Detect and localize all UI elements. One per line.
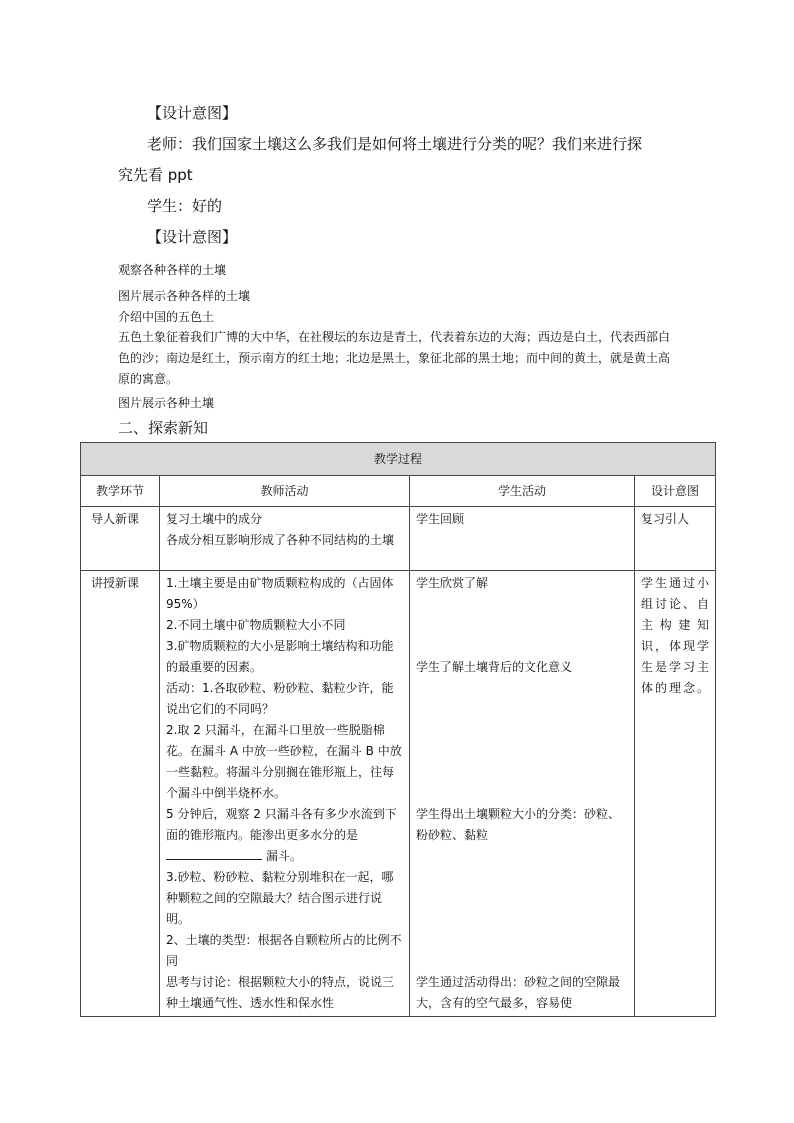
- row1-student: 学生回顾: [410, 507, 635, 571]
- row1-intent: 复习引人: [635, 507, 716, 571]
- teacher-step-text: 漏斗。: [265, 849, 302, 863]
- teacher-step: 思考与讨论：根据颗粒大小的特点，说说三种土壤通气性、透水性和保水性: [166, 975, 395, 1010]
- header-design-intent: 设计意图: [635, 476, 716, 507]
- fill-blank: [166, 846, 262, 860]
- header-student-activity: 学生活动: [410, 476, 635, 507]
- row2-teacher: [160, 571, 410, 1017]
- teacher-step: 2.不同土壤中矿物质颗粒大小不同: [166, 618, 346, 632]
- teacher-step: 1.土壤主要是由矿物质颗粒构成的（占固体 95%）: [166, 576, 394, 611]
- show-soils-1: 图片展示各种各样的土壤: [118, 289, 251, 303]
- student-reply: 学生：好的: [147, 197, 223, 215]
- five-color-soil-title: 介绍中国的五色土: [118, 310, 215, 324]
- row1-teacher-line: 复习土壤中的成分: [166, 512, 263, 526]
- header-stage: 教学环节: [81, 476, 160, 507]
- student-step: 学生通过活动得出：砂粒之间的空隙最大，含有的空气最多，容易使: [416, 975, 621, 1010]
- section-heading: 二、探索新知: [118, 419, 209, 437]
- student-step: 学生欣赏了解: [416, 576, 489, 590]
- teacher-step: 活动：1.各取砂粒、粉砂粒、黏粒少许，能说出它们的不同吗？: [166, 681, 394, 716]
- row2-stage: 讲授新课: [81, 571, 160, 1017]
- row1-stage: 导人新课: [81, 507, 160, 571]
- header-teacher-activity: 教师活动: [160, 476, 410, 507]
- row2-intent: 学生通过小组讨论、自主构建知识，体现学生是学习主体的理念。: [635, 571, 716, 1017]
- teacher-line-1: 老师：我们国家土壤这么多我们是如何将土壤进行分类的呢？我们来进行探: [147, 135, 643, 153]
- teacher-step: [166, 804, 403, 867]
- teacher-line-2: 究先看 ppt: [118, 166, 193, 184]
- row1-teacher-line: 各成分相互影响形成了各种不同结构的土壤: [166, 533, 395, 547]
- teacher-step-text: 5 分钟后，观察 2 只漏斗各有多少水流到下面的锥形瓶内。能渗出更多水分的是: [166, 807, 397, 842]
- observe-soils: 观察各种各样的土壤: [118, 263, 227, 277]
- row1-teacher: [160, 507, 410, 571]
- show-soils-2: 图片展示各种土壤: [118, 396, 215, 410]
- teacher-step: 2.取 2 只漏斗，在漏斗口里放一些脱脂棉花。在漏斗 A 中放一些砂粒，在漏斗 B 中放一些黏粒。将漏斗分别搁在锥形瓶上，往每个漏斗中倒半烧杯水。: [166, 723, 402, 800]
- teacher-step: 3.矿物质颗粒的大小是影响土壤结构和功能的最重要的因素。: [166, 639, 394, 674]
- teaching-process-table: [80, 442, 716, 1017]
- table-title: 教学过程: [81, 443, 716, 476]
- design-intent-heading-2: 【设计意图】: [147, 228, 238, 246]
- student-step: 学生得出土壤颗粒大小的分类：砂粒、粉砂粒、黏粒: [416, 807, 621, 842]
- teacher-step: 3.砂粒、粉砂粒、黏粒分别堆积在一起，哪种颗粒之间的空隙最大？结合图示进行说明。: [166, 870, 394, 926]
- design-intent-heading-1: 【设计意图】: [147, 104, 238, 122]
- five-color-soil-text: 五色土象征着我们广博的大中华，在社稷坛的东边是青土，代表着东边的大海；西边是白土，代表西部白色的沙；南边是红土，预示南方的红土地；北边是黑土，象征北部的黑土地；而中间的黄土，就是黄土高原的寓意。: [118, 330, 671, 386]
- student-step: 学生了解土壤背后的文化意义: [416, 660, 573, 674]
- row2-student: [410, 571, 635, 1017]
- teacher-step: 2、土壤的类型：根据各自颗粒所占的比例不同: [166, 933, 402, 968]
